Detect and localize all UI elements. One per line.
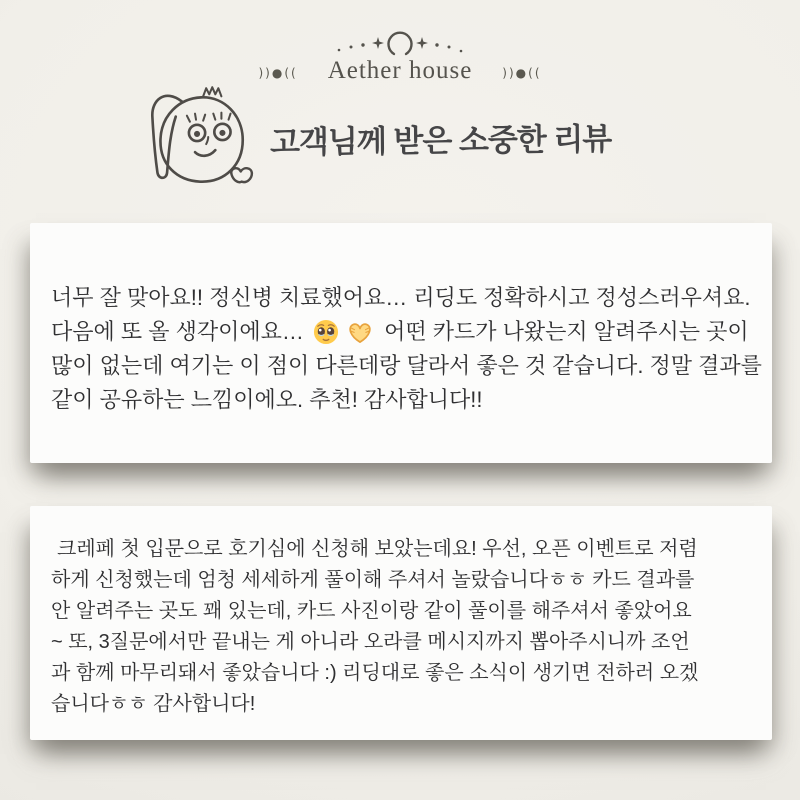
celestial-ornament [0, 28, 800, 60]
review-2-line-4: ~ 또, 3질문에서만 끝내는 게 아니라 오라클 메시지까지 뽑아주시니까 조언 [51, 631, 690, 653]
review-1-line-2-text-before: 다음에 또 올 생각이에요… [51, 319, 304, 344]
heart-hands-emoji [344, 318, 376, 346]
celestial-ornament-graphic [325, 28, 475, 60]
moon-phase-divider-left: ))●(( [258, 66, 298, 80]
brand-name: Aether house [327, 57, 473, 84]
brand-row [0, 57, 800, 85]
review-1-line-2-text-after: 어떤 카드가 나왔는지 알려주시는 곳이 [384, 319, 749, 344]
sparkle-icon [372, 37, 384, 49]
review-2-line-5: 과 함께 마무리돼서 좋았습니다 :) 리딩대로 좋은 소식이 생기면 전하러 오겠 [51, 662, 699, 684]
review-1-line-4: 같이 공유하는 느낌이에오. 추천! 감사합니다!! [51, 387, 483, 412]
review-card-2 [30, 506, 772, 740]
heart-doodle-icon [231, 168, 252, 182]
review-1-line-3: 많이 없는데 여기는 이 점이 다른데랑 달라서 좋은 것 같습니다. 정말 결과를 [51, 353, 762, 378]
review-2-line-2: 하게 신청했는데 엄청 세세하게 풀이해 주셔서 놀랐습니다ㅎㅎ 카드 결과를 [51, 569, 695, 591]
review-2-line-6: 습니다ㅎㅎ 감사합니다! [51, 693, 256, 715]
review-card-1 [30, 223, 772, 463]
moon-phase-divider-right: ))●(( [502, 66, 542, 80]
crescent-arc-icon [389, 33, 412, 54]
review-1-line-2 [51, 315, 756, 349]
review-2-line-3: 안 알려주는 곳도 꽤 있는데, 카드 사진이랑 같이 풀이를 해주셔서 좋았어요 [51, 600, 692, 622]
sparkle-icon [416, 37, 428, 49]
mascot-doodle [128, 83, 260, 195]
review-1-line-1: 너무 잘 맞아요!! 정신병 치료했어요… 리딩도 정확하시고 정성스러우셔요. [51, 285, 751, 310]
page-title: 고객님께 받은 소중한 리뷰 [269, 121, 612, 160]
review-2-line-1: 크레페 첫 입문으로 호기심에 신청해 보았는데요! 우선, 오픈 이벤트로 저렴 [57, 538, 698, 560]
pleading-face-emoji [312, 318, 340, 346]
